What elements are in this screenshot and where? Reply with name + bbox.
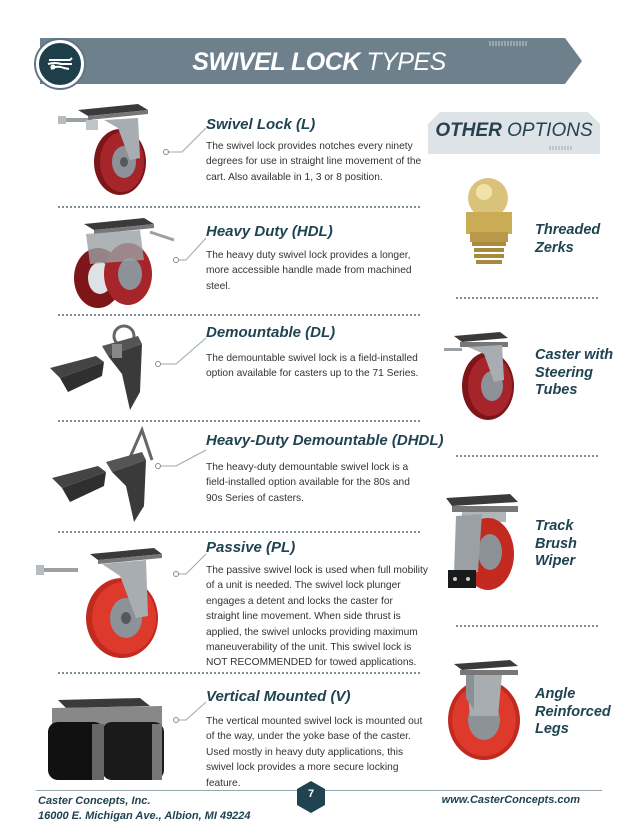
section-description: The vertical mounted swivel lock is mounted out of the way, under the yoke base of the caster. Used mostly in heavy duty applications, this swivel lock provides a more secure locking feature. — [206, 716, 423, 789]
dual-wheel-caster-image — [70, 212, 180, 317]
section-divider — [58, 206, 420, 208]
footer-address: 16000 E. Michigan Ave., Albion, MI 49224 — [38, 810, 251, 822]
section-description: The demountable swivel lock is a field-installed option available for casters up to the 71 Series. — [206, 353, 419, 380]
section-title: Passive (PL) — [206, 539, 296, 556]
leader-line — [162, 126, 208, 156]
track-brush-wiper-caster-image — [442, 492, 522, 597]
section-divider — [58, 672, 420, 674]
page-number: 7 — [307, 788, 315, 800]
threaded-zerk-image — [460, 176, 520, 273]
option-divider — [456, 297, 598, 299]
section-title: Demountable (DL) — [206, 324, 336, 341]
option-label-threaded-zerks — [535, 222, 600, 257]
other-options-title-bold: OTHER — [435, 120, 502, 141]
footer-company: Caster Concepts, Inc. — [38, 795, 151, 807]
option-label-line: Legs — [535, 721, 569, 737]
option-label-angle-reinforced-legs — [535, 686, 611, 739]
option-label-steering-tubes — [535, 347, 613, 400]
page-title-bold: SWIVEL LOCK — [192, 48, 360, 76]
leader-line — [172, 234, 208, 264]
option-label-line: Zerks — [535, 239, 574, 256]
section-title: Vertical Mounted (V) — [206, 688, 351, 705]
page-title — [0, 48, 638, 77]
option-label-line: Reinforced — [535, 703, 611, 720]
option-label-line: Brush — [535, 535, 577, 552]
other-options-title — [428, 120, 600, 142]
demountable-lock-bracket-image — [46, 322, 146, 419]
page-title-light: TYPES — [359, 48, 446, 76]
leader-line — [154, 334, 208, 368]
steering-tube-caster-image — [444, 330, 514, 429]
footer-website-link[interactable]: www.CasterConcepts.com — [441, 794, 580, 806]
option-label-line: Caster with — [535, 347, 614, 363]
section-divider — [58, 314, 420, 316]
option-divider — [456, 455, 598, 457]
section-description: The heavy-duty demountable swivel lock is a field-installed option available for the 80s and 90s Series of casters. — [206, 462, 410, 504]
section-divider — [58, 531, 420, 533]
option-divider — [456, 625, 598, 627]
option-label-line: Steering — [535, 364, 594, 381]
angle-reinforced-caster-image — [444, 658, 524, 769]
leader-line — [172, 550, 208, 578]
option-label-line: Threaded — [535, 222, 601, 238]
leader-line — [154, 446, 208, 470]
option-label-line: Wiper — [535, 553, 576, 569]
vertical-mounted-caster-image — [48, 694, 168, 787]
leader-line — [172, 698, 208, 724]
heavy-demountable-bracket-image — [46, 426, 156, 531]
footer-address-block — [38, 794, 251, 824]
section-title: Heavy Duty (HDL) — [206, 223, 333, 240]
red-caster-swivel-lock-image — [58, 100, 168, 205]
section-title: Heavy-Duty Demountable (DHDL) — [206, 432, 444, 449]
option-label-line: Track — [535, 518, 574, 534]
option-label-line: Angle — [535, 686, 576, 702]
section-description: The swivel lock provides notches every ninety degrees for use in straight line movement of the cart. Also available in 1, 3 or 8 position. — [206, 141, 422, 183]
section-description: The passive swivel lock is used when full mobility of a unit is needed. The swivel lock plunger engages a detent and locks the caster for straight line movement. When side thrust is applied, the swivel unlocks providing maximum maneuverability of the unit. This swivel lock is NOT RECOMMENDED for towed applications. — [206, 565, 428, 669]
option-label-line: Tubes — [535, 382, 578, 398]
option-label-track-brush-wiper — [535, 518, 577, 571]
passive-lock-caster-image — [36, 546, 166, 667]
section-title: Swivel Lock (L) — [206, 116, 316, 133]
section-divider — [58, 420, 420, 422]
section-description: The heavy duty swivel lock provides a longer, more accessible handle made from machined steel. — [206, 250, 412, 292]
other-options-title-light: OPTIONS — [501, 120, 593, 141]
